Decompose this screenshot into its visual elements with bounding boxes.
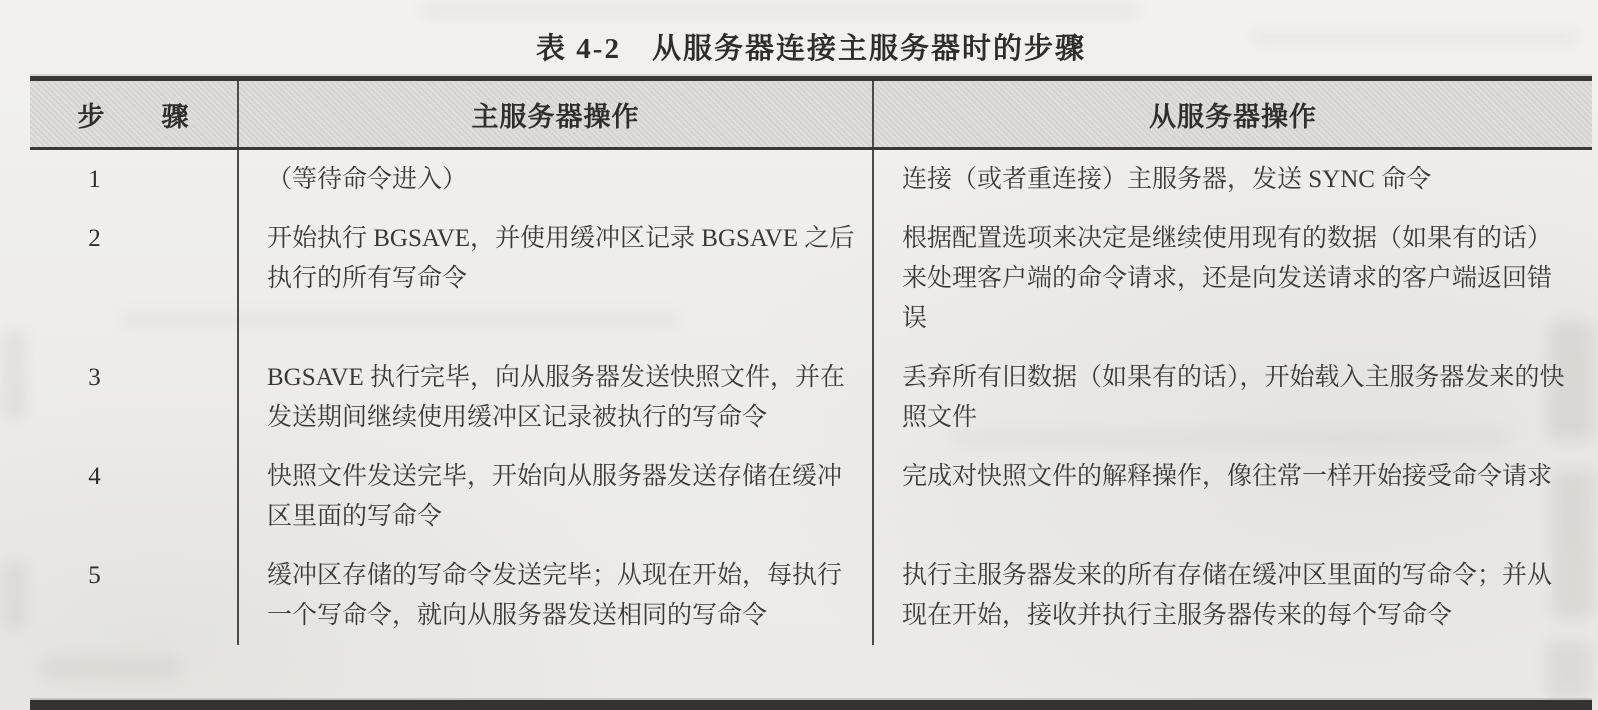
step-number: 5 xyxy=(88,562,101,589)
table-header-row xyxy=(30,79,1592,149)
slave-action-cell: 根据配置选项来决定是继续使用现有的数据（如果有的话）来处理客户端的命令请求，还是向发送请求的客户端返回错误 xyxy=(873,209,1592,348)
column-header-master: 主服务器操作 xyxy=(238,79,873,149)
step-number: 2 xyxy=(88,225,101,252)
table-row xyxy=(30,209,1592,348)
master-action-cell: 缓冲区存储的写命令发送完毕；从现在开始，每执行一个写命令，就向从服务器发送相同的写命令 xyxy=(238,546,873,645)
scan-bleed-artifact xyxy=(2,330,26,420)
table-row xyxy=(30,447,1592,546)
master-action-cell: BGSAVE 执行完毕，向从服务器发送快照文件，并在发送期间继续使用缓冲区记录被执行的写命令 xyxy=(238,348,873,447)
scan-bleed-artifact xyxy=(40,655,180,681)
slave-action-cell: 完成对快照文件的解释操作，像往常一样开始接受命令请求 xyxy=(873,447,1592,546)
step-number: 3 xyxy=(88,364,101,391)
master-action-cell: 快照文件发送完毕，开始向从服务器发送存储在缓冲区里面的写命令 xyxy=(238,447,873,546)
column-header-step: 步 骤 xyxy=(30,79,238,149)
master-action-cell: 开始执行 BGSAVE，并使用缓冲区记录 BGSAVE 之后执行的所有写命令 xyxy=(238,209,873,348)
slave-action-cell: 连接（或者重连接）主服务器，发送 SYNC 命令 xyxy=(873,149,1592,210)
scan-bleed-artifact xyxy=(2,560,26,630)
slave-action-cell: 丢弃所有旧数据（如果有的话），开始载入主服务器发来的快照文件 xyxy=(873,348,1592,447)
step-number: 1 xyxy=(88,166,101,193)
step-number: 4 xyxy=(88,463,101,490)
scan-bleed-artifact xyxy=(1545,640,1593,700)
replication-steps-table xyxy=(30,76,1592,645)
table-caption: 表 4-2 从服务器连接主服务器时的步骤 xyxy=(536,33,1086,65)
column-header-slave: 从服务器操作 xyxy=(873,79,1592,149)
master-action-cell: （等待命令进入） xyxy=(238,149,873,210)
scan-bleed-artifact xyxy=(420,4,1140,17)
table-row xyxy=(30,546,1592,645)
slave-action-cell: 执行主服务器发来的所有存储在缓冲区里面的写命令；并从现在开始，接收并执行主服务器传来的每个写命令 xyxy=(873,546,1592,645)
table-row xyxy=(30,149,1592,210)
table-row xyxy=(30,348,1592,447)
table-bottom-rule xyxy=(30,700,1592,710)
